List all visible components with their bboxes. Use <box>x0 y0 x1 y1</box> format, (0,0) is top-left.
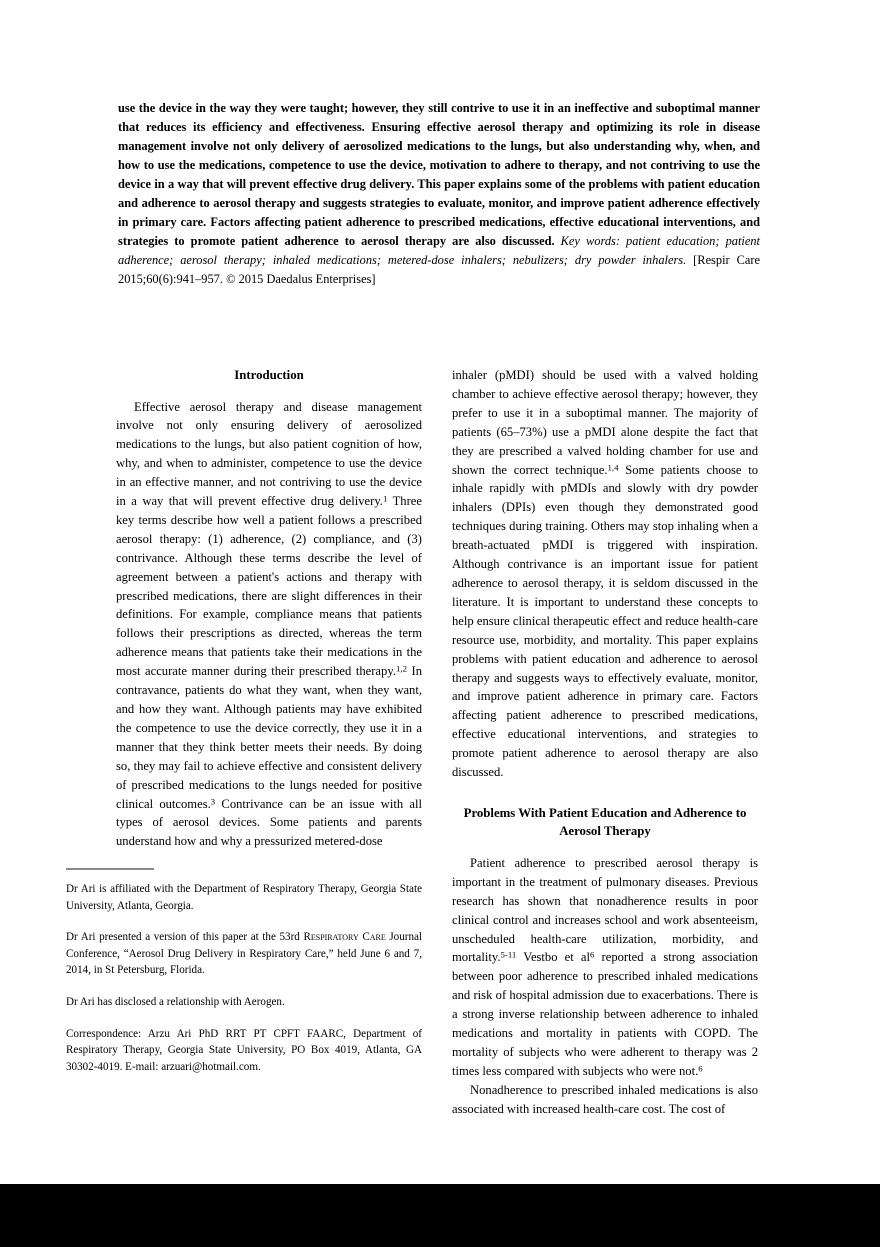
footnote-affiliation: Dr Ari is affiliated with the Department of Respiratory Therapy, Georgia State University, Atlanta, Georgia. <box>66 883 422 912</box>
footnote-block <box>66 868 422 1075</box>
abstract-keywords: Key words: patient education; patient adherence; aerosol therapy; inhaled medications; metered-dose inhalers; nebulizers; dry powder inhalers. <box>118 234 760 267</box>
left-column-paragraph <box>116 398 422 852</box>
heading-line-1: Problems With Patient Education and Adherence to <box>463 805 747 820</box>
paragraph-text: Effective aerosol therapy and disease management involve not only ensuring delivery of aerosolized medications to the lungs, but also patient cognition of how, why, and when to administer, competence to use the device in an effective manner, and not contriving to use the device in a way that will prevent effective drug delivery. <box>116 399 422 509</box>
section-heading-introduction: Introduction <box>234 368 304 382</box>
right-column-paragraph <box>452 854 758 1081</box>
paragraph-text: Vestbo et al <box>516 950 590 965</box>
page-bottom-band <box>0 1184 880 1247</box>
paragraph-text: Contrivance can be an issue with all types of aerosol devices. Some patients and parents understand how and why a pressurized metered-dose <box>116 796 422 849</box>
paragraph-text: Three key terms describe how well a patient follows a prescribed aerosol therapy: (1) adherence, (2) compliance, and (3) contrivance. Although these terms describe the level of agreement between a patient's actions and therapy with prescribed medications, there are slight differences in their definitions. For example, compliance means that patients follows their prescriptions as directed, whereas the term adherence means that patients take their medications in the most accurate manner during their prescribed therapy. <box>116 494 422 679</box>
footnote-text: Journal Conference, “Aerosol Drug Delivery in Respiratory Care,” held June 6 and 7, 2014, in St Petersburg, Florida. <box>66 931 422 977</box>
reference-marker: 6 <box>698 1063 703 1074</box>
right-column-paragraph-continued <box>452 366 758 782</box>
reference-marker: 6 <box>590 949 595 960</box>
footnote-separator-rule <box>66 868 154 870</box>
reference-marker: 3 <box>210 795 216 806</box>
abstract-block <box>118 99 760 289</box>
reference-marker: 1,2 <box>395 663 407 674</box>
left-column <box>116 366 422 851</box>
footnote-conference <box>66 929 422 979</box>
footnote-text: Dr Ari presented a version of this paper at the 53rd <box>66 931 304 944</box>
section-heading-problems <box>452 804 758 841</box>
paragraph-text: Some patients choose to inhale rapidly with pMDIs and slowly with dry powder inhalers (DPIs) even though they demonstrated good techniques during training. Others may stop inhaling when a breath-actuated pMDI is triggered with inspiration. Although contrivance is an important issue for patient adherence to aerosol therapy, it is seldom discussed in the literature. It is important to understand these concepts to help ensure clinical therapeutic effect and reduce health-care resource use, morbidity, and mortality. This paper explains problems with patient education and adherence to aerosol therapy and suggests ways to effectively evaluate, monitor, and improve patient adherence in primary care. Factors affecting patient adherence to prescribed medications, effective educational interventions, and strategies to promote patient adherence to aerosol therapy are also discussed. <box>452 462 758 780</box>
right-column <box>452 366 758 1119</box>
reference-marker: 1,4 <box>607 461 619 472</box>
reference-marker: 5-11 <box>500 949 517 960</box>
footnote-disclosure: Dr Ari has disclosed a relationship with Aerogen. <box>66 995 285 1008</box>
journal-name-smallcaps: Respiratory Care <box>303 931 386 944</box>
heading-line-2: Aerosol Therapy <box>559 824 651 839</box>
reference-marker: 1 <box>382 493 388 504</box>
footnote-correspondence: Correspondence: Arzu Ari PhD RRT PT CPFT FAARC, Department of Respiratory Therapy, Georgia State University, PO Box 4019, Atlanta, GA 30302-4019. E-mail: arzuari@hotmail.com. <box>66 1027 422 1073</box>
abstract-lead-text: use the device in the way they were taught; however, they still contrive to use it in an ineffective and suboptimal manner that reduces its efficiency and effectiveness. Ensuring effective aerosol therapy and optimizing its role in disease management involve not only delivery of aerosolized medications to the lungs, but also understanding why, when, and how to use the medications, competence to use the device, motivation to adhere to therapy, and not contriving to use the device in a way that will prevent effective drug delivery. This paper explains some of the problems with patient education and adherence to aerosol therapy and suggests strategies to evaluate, monitor, and improve patient adherence effectively in primary care. Factors affecting patient adherence to prescribed medications, effective educational interventions, and strategies to promote patient adherence to aerosol therapy are also discussed. <box>118 101 760 248</box>
paragraph-text: inhaler (pMDI) should be used with a valved holding chamber to achieve effective aerosol therapy; however, they prefer to use it in a suboptimal manner. The majority of patients (65–73%) use a pMDI alone despite the fact that they are prescribed a valved holding chamber for use and shown the correct technique. <box>452 368 758 477</box>
paragraph-text: In contravance, patients do what they want, when they want, and how they want. Although patients may have exhibited the competence to use the device correctly, they use it in a manner that they think better meets their needs. By doing so, they may fail to achieve effective and consistent delivery of prescribed medications to the lungs needed for positive clinical outcomes. <box>116 664 423 811</box>
paragraph-text: reported a strong association between poor adherence to prescribed inhaled medications and risk of hospital admission due to exacerbations. There is a strong inverse relationship between adherence to inhaled medications and mortality in patients with COPD. The mortality of subjects who were adherent to therapy was 2 times less compared with subjects who were not. <box>452 950 758 1078</box>
paragraph-text: Patient adherence to prescribed aerosol therapy is important in the treatment of pulmonary diseases. Previous research has shown that nonadherence results in poor clinical control and increases school and work absenteeism, unscheduled health-care utilization, morbidity, and mortality. <box>452 855 758 965</box>
right-column-paragraph: Nonadherence to prescribed inhaled medications is also associated with increased health-care cost. The cost of <box>452 1082 758 1116</box>
abstract-citation: [Respir Care 2015;60(6):941–957. © 2015 Daedalus Enterprises] <box>118 253 760 286</box>
